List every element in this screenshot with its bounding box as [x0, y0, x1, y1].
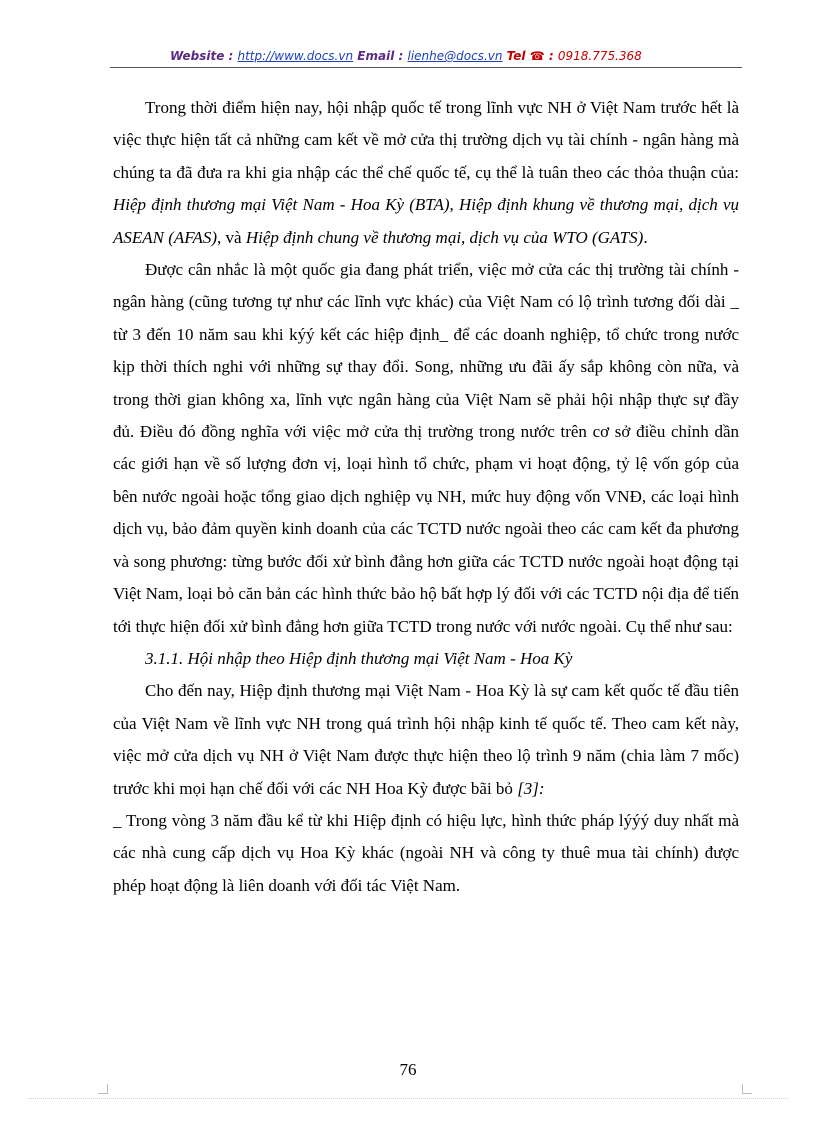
paragraph-1	[113, 92, 739, 254]
bullet-item: _ Trong vòng 3 năm đầu kể từ khi Hiệp định có hiệu lực, hình thức pháp lýýý duy nhất mà các nhà cung cấp dịch vụ Hoa Kỳ khác (ngoài NH và công ty thuê mua tài chính) được phép hoạt động là liên doanh với đối tác Việt Nam.	[113, 810, 739, 895]
website-link[interactable]: http://www.docs.vn	[237, 49, 354, 63]
email-label: Email :	[357, 49, 404, 63]
paragraph-1-text: Trong thời điểm hiện nay, hội nhập quốc tế trong lĩnh vực NH ở Việt Nam trước hết là việc thực hiện tất cả những cam kết về mở cửa thị trường dịch vụ tài chính - ngân hàng mà chúng ta đã đưa ra khi gia nhập các thể chế quốc tế, cụ thể là tuân theo các thỏa thuận của:	[113, 98, 739, 182]
section-heading: 3.1.1. Hội nhập theo Hiệp định thương mại Việt Nam - Hoa Kỳ	[145, 648, 573, 668]
conjunction-text: , và	[217, 227, 246, 247]
paragraph-2: Được cân nhắc là một quốc gia đang phát triển, việc mở cửa các thị trường tài chính - ngân hàng (cũng tương tự như các lĩnh vực khác) của Việt Nam có lộ trình tương đối dài _ từ 3 đến 10 năm sau khi kýý kết các hiệp định_ để các doanh nghiệp, tổ chức trong nước kịp thời thích nghi với những sự thay đổi. Song, những ưu đãi ấy sắp không còn nữa, và trong thời gian không xa, lĩnh vực ngân hàng của Việt Nam sẽ phải hội nhập thực sự đầy đủ. Điều đó đồng nghĩa với việc mở cửa thị trường trong nước trên cơ sở điều chỉnh dần các giới hạn về số lượng đơn vị, loại hình tổ chức, phạm vi hoạt động, tỷ lệ vốn góp của bên nước ngoài hoặc tổng giao dịch nghiệp vụ NH, mức huy động vốn VNĐ, các loại hình dịch vụ, bảo đảm quyền kinh doanh của các TCTD nước ngoài theo các cam kết đa phương và song phương: từng bước đối xử bình đẳng hơn giữa các TCTD nước ngoài hoạt động tại Việt Nam, loại bỏ căn bản các hình thức bảo hộ bất hợp lý đối với các TCTD nội địa để tiến tới thực hiện đối xử bình đẳng hơn giữa TCTD trong nước với nước ngoài. Cụ thể như sau:	[113, 260, 739, 636]
paragraph-3	[113, 675, 739, 805]
citation: [3]:	[517, 778, 545, 798]
period-text: .	[643, 227, 648, 247]
header-divider	[110, 67, 742, 68]
page-header	[170, 48, 642, 64]
phone-number: 0918.775.368	[557, 49, 642, 63]
website-label: Website :	[170, 49, 234, 63]
separator-text: ,	[449, 195, 460, 215]
document-body	[113, 92, 739, 902]
page-number: 76	[399, 1060, 417, 1079]
paragraph-3-text: Cho đến nay, Hiệp định thương mại Việt Nam - Hoa Kỳ là sự cam kết quốc tế đầu tiên của Việt Nam về lĩnh vực NH trong quá trình hội nhập kinh tế quốc tế. Theo cam kết này, việc mở cửa dịch vụ NH ở Việt Nam được thực hiện theo lộ trình 9 năm (chia làm 7 mốc) trước khi mọi hạn chế đối với các NH Hoa Kỳ được bãi bỏ	[113, 681, 739, 798]
gats-reference: Hiệp định chung về thương mại, dịch vụ của WTO (GATS)	[245, 227, 644, 247]
corner-crop-mark	[742, 1084, 752, 1094]
bta-reference: Hiệp định thương mại Việt Nam - Hoa Kỳ (BTA)	[113, 195, 450, 215]
corner-crop-mark	[98, 1084, 108, 1094]
email-link[interactable]: lienhe@docs.vn	[407, 49, 503, 63]
page-bottom-border	[28, 1098, 788, 1099]
phone-label: Tel ☎ :	[506, 49, 554, 63]
afas-reference: Hiệp định khung về thương mại, dịch vụ ASEAN (AFAS)	[113, 195, 739, 247]
